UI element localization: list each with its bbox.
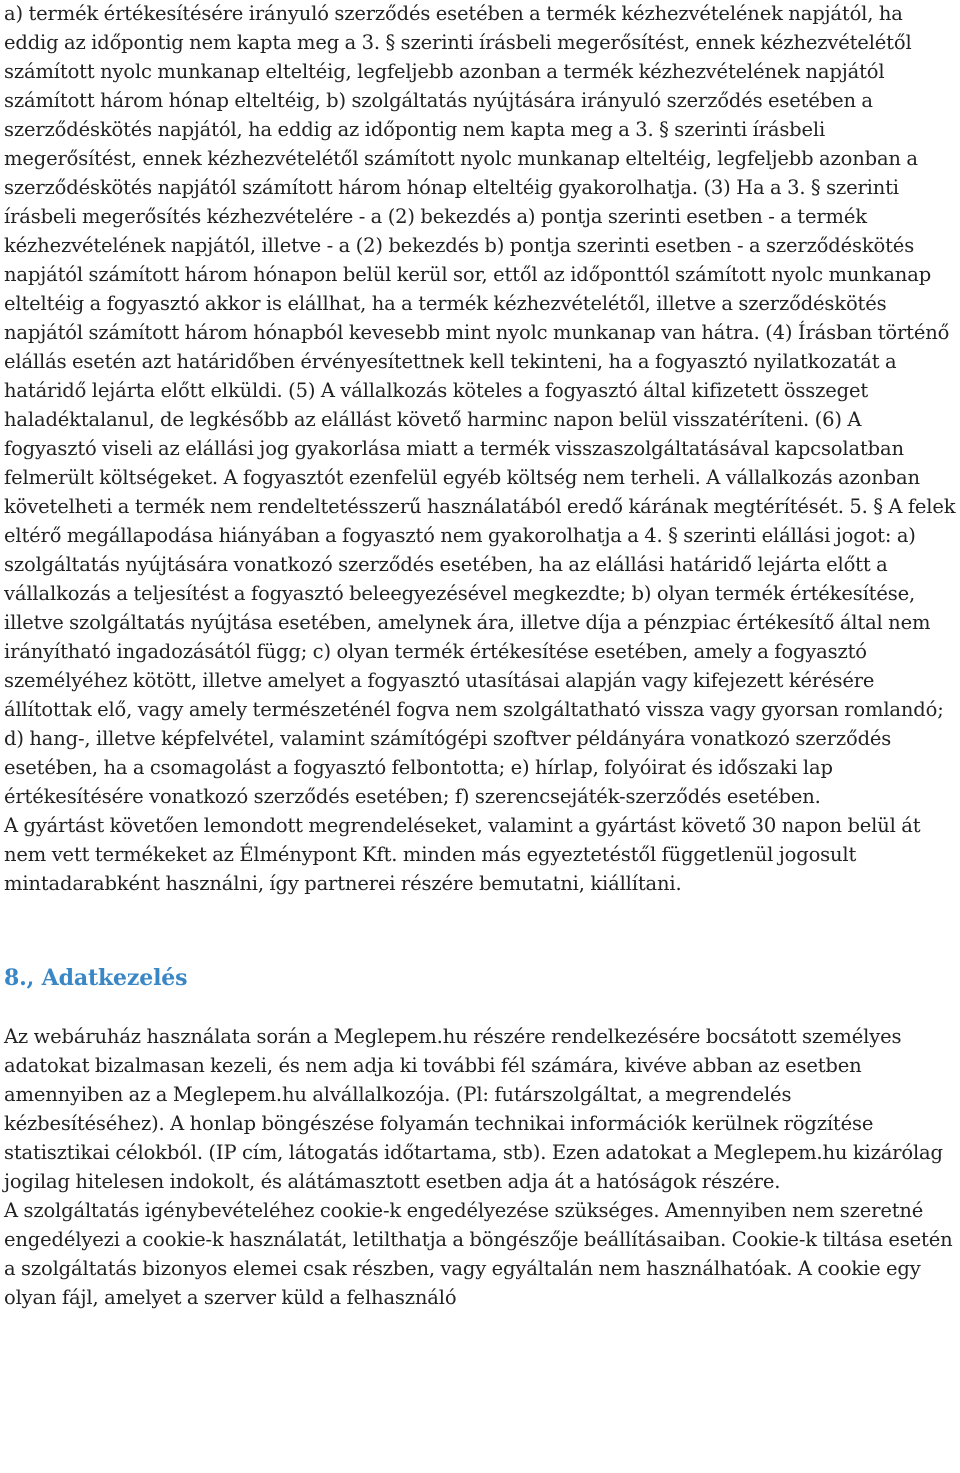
legal-text-paragraph: a) termék értékesítésére irányuló szerződés esetében a termék kézhezvételének napjától, ha eddig az időpontig nem kapta meg a 3. § szerinti írásbeli megerősítést, ennek kézhezvételétől számított nyolc munkanap elteltéig, legfeljebb azonban a termék kézhezvételének napjától számított három hónap elteltéig, b) szolgáltatás nyújtására irányuló szerződés esetében a szerződéskötés napjától, ha eddig az időpontig nem kapta meg a 3. § szerinti írásbeli megerősítést, ennek kézhezvételétől számított nyolc munkanap elteltéig, legfeljebb azonban a szerződéskötés napjától számított három hónap elteltéig gyakorolhatja. (3) Ha a 3. § szerinti írásbeli megerősítés kézhezvételére - a (2) bekezdés a) pontja szerinti esetben - a termék kézhezvételének napjától, illetve - a (2) bekezdés b) pontja szerinti esetben - a szerződéskötés napjától számított három hónapon belül kerül sor, ettől az időponttól számított nyolc munkanap elteltéig a fogyasztó akkor is elállhat, ha a termék kézhezvételétől, illetve a szerződéskötés napjától számított három hónapból kevesebb mint nyolc munkanap van hátra. (4) Írásban történő elállás esetén azt határidőben érvényesítettnek kell tekinteni, ha a fogyasztó nyilatkozatát a határidő lejárta előtt elküldi. (5) A vállalkozás köteles a fogyasztó által kifizetett összeget haladéktalanul, de legkésőbb az elállást követő harminc napon belül visszatéríteni. (6) A fogyasztó viseli az elállási jog gyakorlása miatt a termék visszaszolgáltatásával kapcsolatban felmerült költségeket. A fogyasztót ezenfelül egyéb költség nem terheli. A vállalkozás azonban követelheti a termék nem rendeltetésszerű használatából eredő kárának megtérítését. 5. § A felek eltérő megállapodása hiányában a fogyasztó nem gyakorolhatja a 4. § szerinti elállási jogot: a) szolgáltatás nyújtására vonatkozó szerződés esetében, ha az elállási határidő lejárta előtt a vállalkozás a teljesítést a fogyasztó beleegyezésével megkezdte; b) olyan termék értékesítése, illetve szolgáltatás nyújtása esetében, amelynek ára, illetve díja a pénzpiac értékesítő által nem irányítható ingadozásától függ; c) olyan termék értékesítése esetében, amely a fogyasztó személyéhez kötött, illetve amelyet a fogyasztó utasításai alapján vagy kifejezett kérésére állítottak elő, vagy amely természeténél fogva nem szolgáltatható vissza vagy gyorsan romlandó; d) hang-, illetve képfelvétel, valamint számítógépi szoftver példányára vonatkozó szerződés esetében, ha a csomagolást a fogyasztó felbontotta; e) hírlap, folyóirat és időszaki lap értékesítésére vonatkozó szerződés esetében; f) szerencsejáték-szerződés esetében. xyxy=(4,2,956,808)
cookie-paragraph: A szolgáltatás igénybevételéhez cookie-k engedélyezése szükséges. Amennyiben nem szeretné engedélyezi a cookie-k használatát, letilthatja a böngészője beállításaiban. Cookie-k tiltása esetén a szolgáltatás bizonyos elemei csak részben, vagy egyáltalán nem használhatóak. A cookie egy olyan fájl, amelyet a szerver küld a felhasználó xyxy=(4,1199,953,1309)
data-handling-paragraph: Az webáruház használata során a Meglepem.hu részére rendelkezésére bocsátott személyes adatokat bizalmasan kezeli, és nem adja ki további fél számára, kivéve abban az esetben amennyiben az a Meglepem.hu alvállalkozója. (Pl: futárszolgáltat, a megrendelés kézbesítéséhez). A honlap böngészése folyamán technikai információk kerülnek rögzítése statisztikai célokból. (IP cím, látogatás időtartama, stb). Ezen adatokat a Meglepem.hu kizárólag jogilag hitelesen indokolt, és alátámasztott esetben adja át a hatóságok részére. xyxy=(4,1025,943,1193)
section-heading: 8., Adatkezelés xyxy=(4,965,188,991)
section-spacer xyxy=(4,898,956,964)
heading-spacer xyxy=(4,993,956,1022)
sample-usage-paragraph: A gyártást követően lemondott megrendeléseket, valamint a gyártást követő 30 napon belül át nem vett termékeket az Élménypont Kft. minden más egyeztetéstől függetlenül jogosult mintadarabként használni, így partnerei részére bemutatni, kiállítani. xyxy=(4,814,921,895)
document-page xyxy=(4,0,956,1312)
